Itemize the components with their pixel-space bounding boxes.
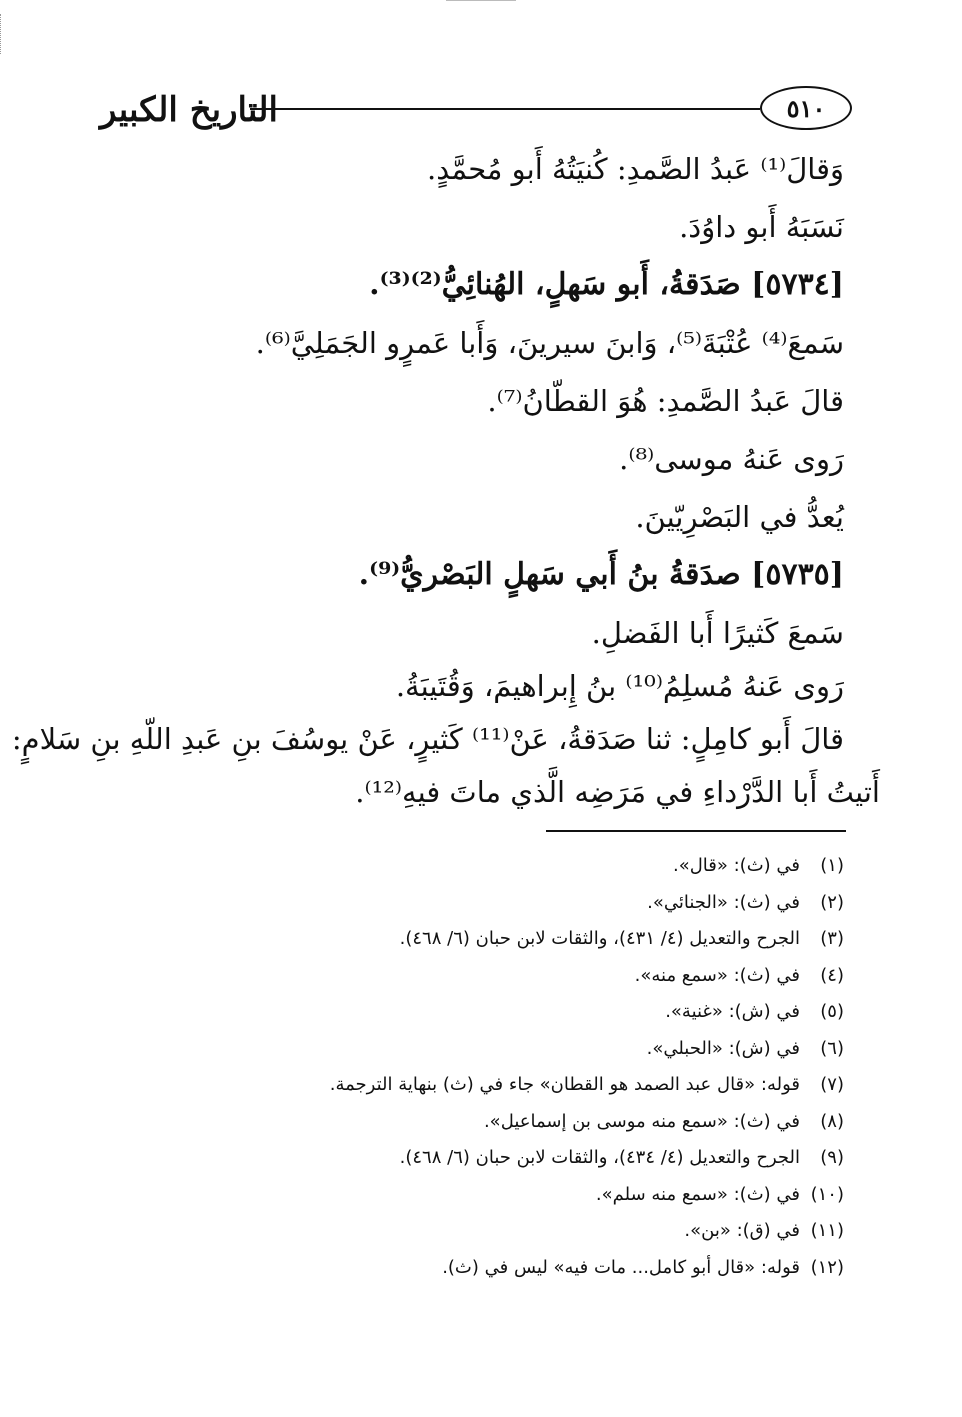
footnote <box>284 1140 844 1177</box>
footnote <box>284 1067 844 1104</box>
footnote-rule <box>546 830 846 832</box>
footnote-number: (٩) <box>820 1147 844 1168</box>
text-line: يُعدُّ في البَصْرِيّينَ. <box>635 500 844 534</box>
text-line: أَتيتُ أَبا الدَّرْداءِ في مَرَضِه الَّذي ماتَ فيهِ⁽¹²⁾. <box>355 775 880 809</box>
text-line: رَوى عَنهُ موسى⁽⁸⁾. <box>619 442 844 476</box>
text-line: سَمعَ⁽⁴⁾ عُتْبَةَ⁽⁵⁾، وَابنَ سيرينَ، وَأَبا عَمرٍو الجَمَلِيَّ⁽⁶⁾. <box>255 326 844 360</box>
footnote-text: في (ث): «سمع منه». <box>634 964 800 986</box>
header-rule <box>250 108 760 110</box>
footnote-number: (١) <box>820 855 844 876</box>
footnote <box>284 994 844 1031</box>
footnote-number: (٥) <box>820 1001 844 1022</box>
footnote <box>284 1031 844 1068</box>
text-line: سَمعَ كَثيرًا أَبا الفَضلِ. <box>591 616 844 650</box>
text-line: قالَ أَبو كامِلٍ: ثنا صَدَقةُ، عَنْ⁽¹¹⁾ كَثيرٍ، عَنْ يوسُفَ بنِ عَبدِ اللّهِ بنِ سَلامٍ: <box>11 722 844 756</box>
entry-heading: [٥٧٣٤] صَدَقةُ، أَبو سَهلٍ، الهُنائِيُّ⁽²⁾⁽³⁾. <box>369 267 844 302</box>
footnote-text: قوله: «قال عبد الصمد هو القطان» جاء في (ث) بنهاية الترجمة. <box>329 1074 800 1095</box>
footnote <box>284 1177 844 1214</box>
footnote-number: (٢) <box>820 891 844 913</box>
footnote <box>284 958 844 995</box>
main-text <box>11 140 880 816</box>
text-line: وَقالَ⁽¹⁾ عَبدُ الصَّمدِ: كُنيَتُهُ أَبو مُحمَّدٍ. <box>426 152 844 186</box>
text-line: رَوى عَنهُ مُسلِمُ⁽¹⁰⁾ بنُ إِبراهيمَ، وَقُتَيبَةُ. <box>395 669 844 703</box>
footnote-number: (٤) <box>820 964 844 986</box>
footnote-text: في (ث): «سمع منه سلم». <box>595 1183 800 1205</box>
entry-heading: [٥٧٣٥] صدَقةُ بنُ أَبي سَهلٍ البَصْريُّ⁽⁹⁾. <box>358 557 844 592</box>
page-number: ٥١٠ <box>760 86 852 130</box>
page-header <box>100 82 852 132</box>
footnote-number: (٣) <box>820 928 844 949</box>
footnote <box>284 921 844 958</box>
footnote <box>284 1213 844 1250</box>
footnote-text: في (ق): «بن». <box>684 1220 800 1241</box>
text-line: قالَ عَبدُ الصَّمدِ: هُوَ القطّانُ⁽⁷⁾. <box>487 384 844 418</box>
footnote-text: في (ث): «قال». <box>672 855 800 876</box>
footnote-text: في (ث): «سمع منه موسى بن إسماعيل». <box>483 1110 800 1132</box>
book-title: التاريخ الكبير <box>100 90 278 130</box>
footnote-text: الجرح والتعديل (٤/ ٤٣٤)، والثقات لابن حبان (٦/ ٤٦٨). <box>399 1147 800 1168</box>
footnotes <box>284 848 844 1286</box>
top-edge-mark <box>446 0 516 1</box>
footnote-number: (١١) <box>810 1220 844 1241</box>
footnote-text: في (ش): «غنية». <box>665 1001 800 1022</box>
footnote-text: في (ش): «الحبلي». <box>646 1037 800 1059</box>
footnote-text: قوله: «قال أبو كامل... مات فيه» ليس في (ث). <box>442 1256 800 1278</box>
footnote-number: (٦) <box>820 1037 844 1059</box>
text-line: نَسَبَهُ أَبو داوُدَ. <box>679 210 844 244</box>
footnote <box>284 1104 844 1141</box>
footnote-number: (١٢) <box>810 1256 844 1278</box>
footnote-text: في (ث): «الجنائي». <box>647 891 800 913</box>
footnote-number: (٧) <box>820 1074 844 1095</box>
footnote <box>284 885 844 922</box>
footnote <box>284 1250 844 1287</box>
footnote-text: الجرح والتعديل (٤/ ٤٣١)، والثقات لابن حبان (٦/ ٤٦٨). <box>399 928 800 949</box>
margin-mark <box>0 14 9 54</box>
footnote <box>284 848 844 885</box>
footnote-number: (٨) <box>820 1110 844 1132</box>
footnote-number: (١٠) <box>810 1183 844 1205</box>
